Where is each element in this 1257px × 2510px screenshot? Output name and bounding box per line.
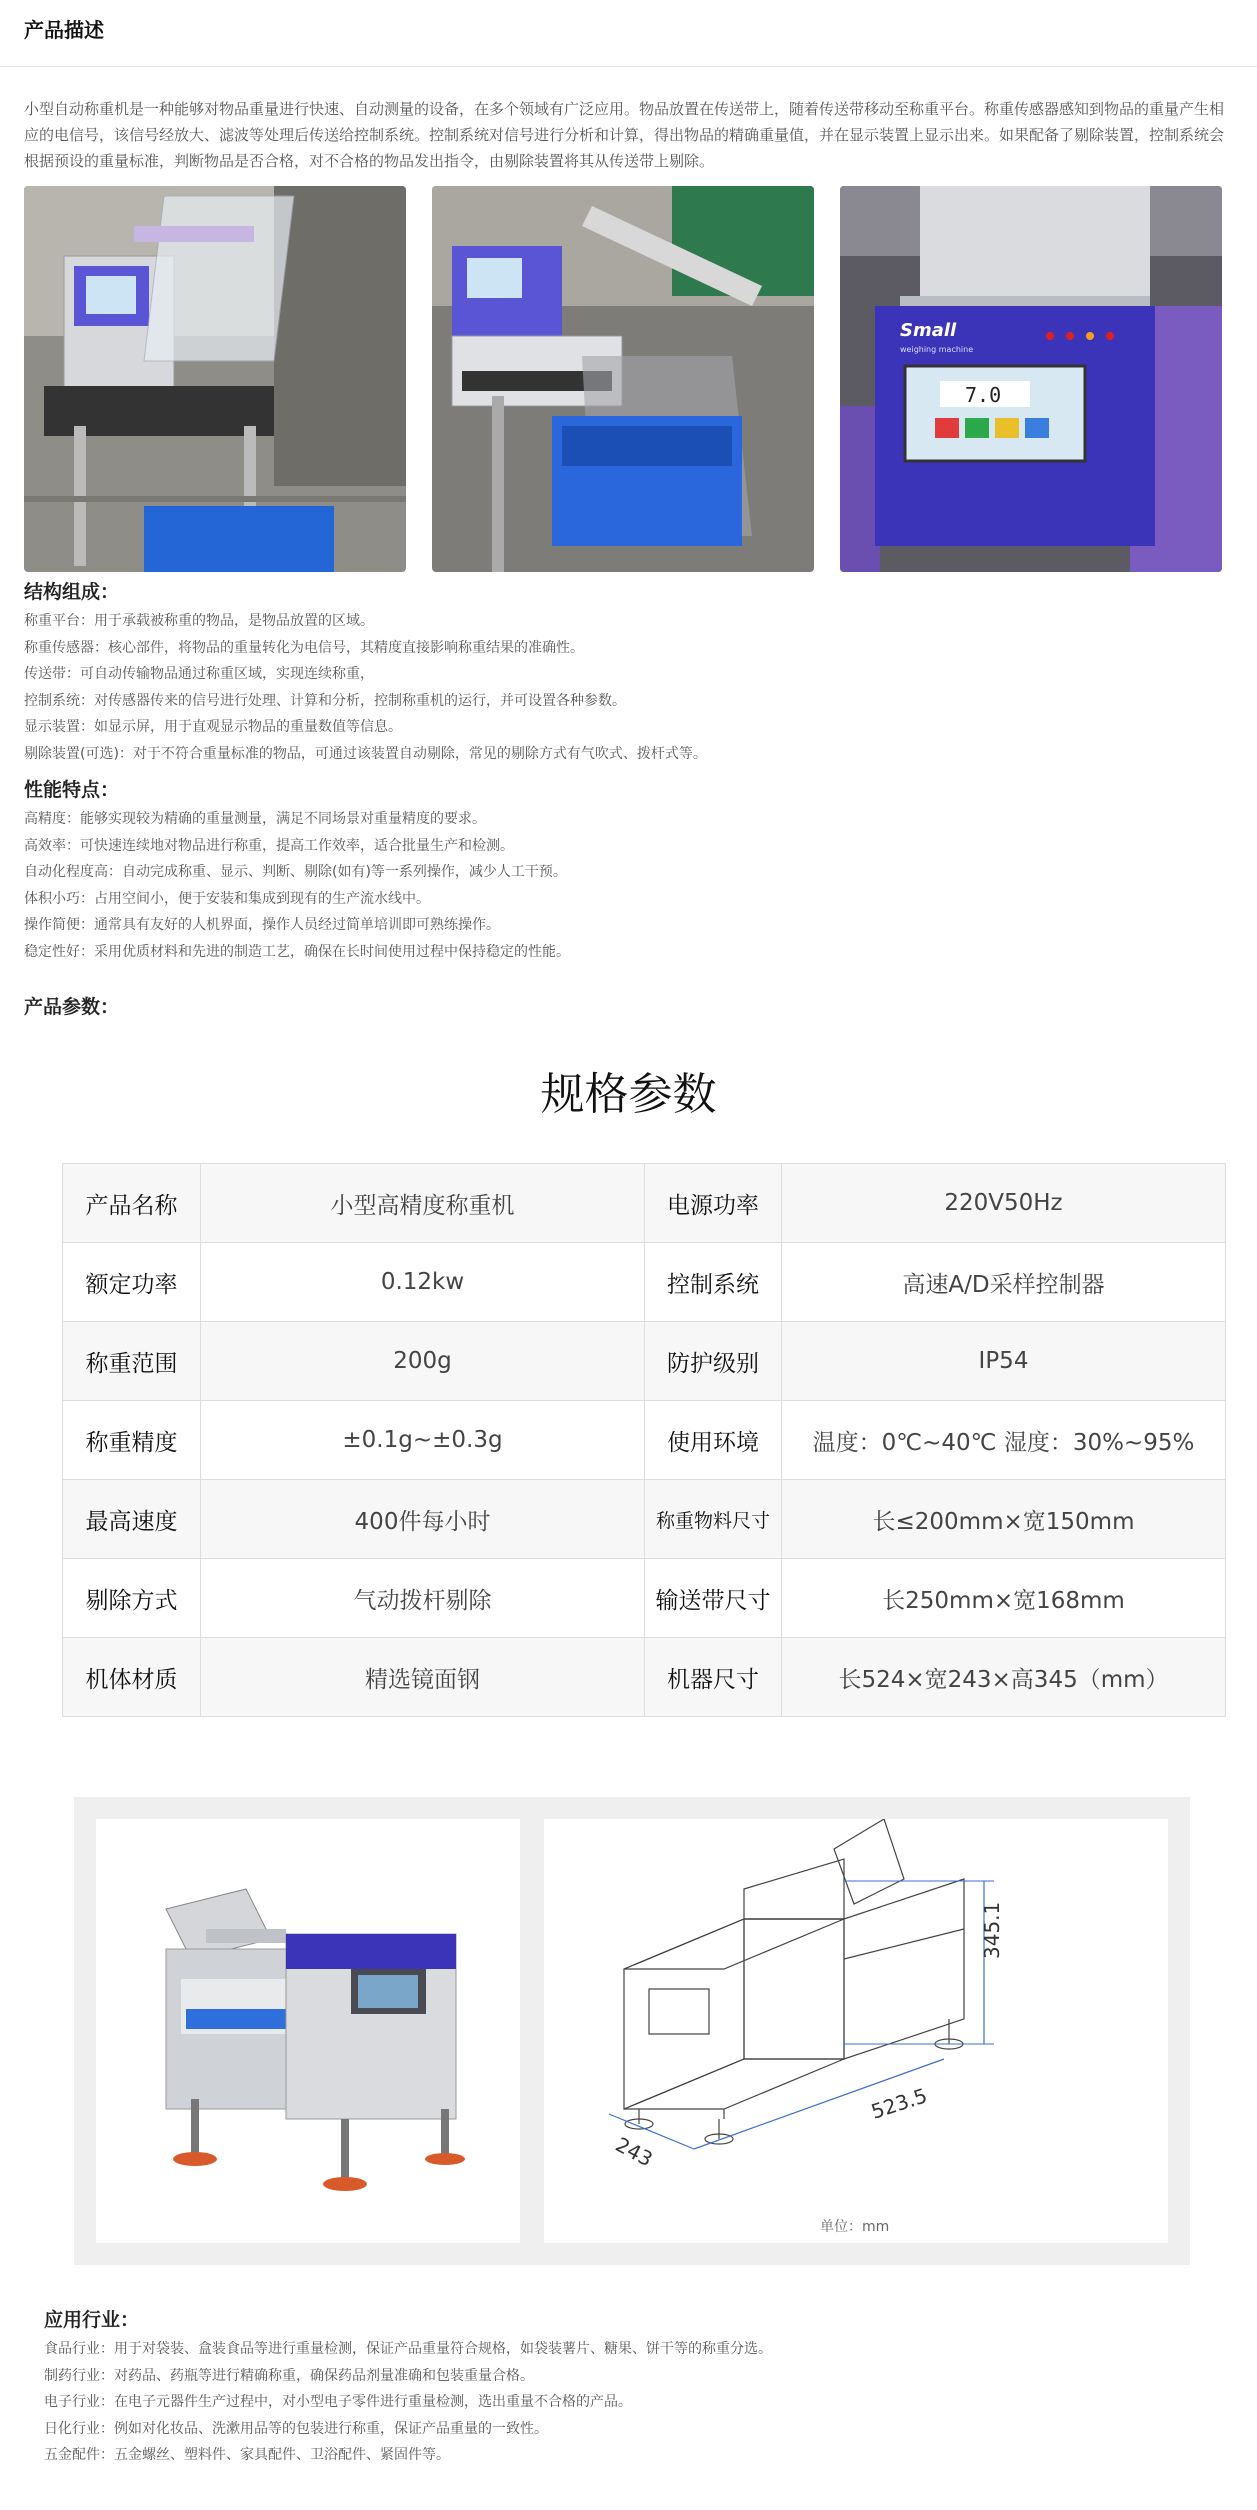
spec-value-cell: 400件每小时 bbox=[201, 1480, 645, 1559]
industry-line: 日化行业：例如对化妆品、洗漱用品等的包装进行称重，保证产品重量的一致性。 bbox=[44, 2420, 548, 2437]
product-photo-1[interactable] bbox=[24, 186, 406, 572]
dimension-width: 243 bbox=[611, 2132, 657, 2172]
spec-value-cell: 长250mm×宽168mm bbox=[782, 1559, 1226, 1638]
structure-title: 结构组成： bbox=[24, 581, 120, 603]
unit-note: 单位：mm bbox=[820, 2219, 890, 2235]
spec-row bbox=[63, 1243, 1226, 1322]
spec-table bbox=[62, 1163, 1226, 1717]
dimension-length: 523.5 bbox=[868, 2083, 931, 2124]
photo-brand-subtext: weighing machine bbox=[900, 345, 974, 354]
spec-key-cell: 机器尺寸 bbox=[645, 1638, 782, 1717]
machine-photo[interactable] bbox=[96, 1819, 520, 2243]
spec-row bbox=[63, 1322, 1226, 1401]
spec-row bbox=[63, 1638, 1226, 1717]
structure-section bbox=[24, 578, 707, 767]
spec-value-cell: 长524×宽243×高345（mm） bbox=[782, 1638, 1226, 1717]
industry-section bbox=[44, 2306, 772, 2469]
feature-line: 高效率：可快速连续地对物品进行称重，提高工作效率，适合批量生产和检测。 bbox=[24, 837, 514, 854]
industry-title: 应用行业： bbox=[44, 2309, 140, 2331]
spec-value-cell: IP54 bbox=[782, 1322, 1226, 1401]
params-title: 产品参数： bbox=[24, 996, 120, 1018]
dimension-drawing bbox=[544, 1819, 1168, 2243]
photo-brand-text: Small bbox=[900, 320, 957, 341]
spec-key-cell: 称重范围 bbox=[63, 1322, 201, 1401]
feature-line: 高精度：能够实现较为精确的重量测量，满足不同场景对重量精度的要求。 bbox=[24, 811, 486, 827]
spec-key-cell: 称重精度 bbox=[63, 1401, 201, 1480]
spec-row bbox=[63, 1164, 1226, 1243]
spec-key-cell: 剔除方式 bbox=[63, 1559, 201, 1638]
spec-key-cell: 额定功率 bbox=[63, 1243, 201, 1322]
structure-line: 显示装置：如显示屏，用于直观显示物品的重量数值等信息。 bbox=[24, 719, 402, 735]
spec-key-cell: 最高速度 bbox=[63, 1480, 201, 1559]
spec-key-cell: 输送带尺寸 bbox=[645, 1559, 782, 1638]
product-photo-2[interactable] bbox=[432, 186, 814, 572]
spec-value-cell: 温度：0℃~40℃ 湿度：30%~95% bbox=[782, 1401, 1226, 1480]
feature-line: 稳定性好：采用优质材料和先进的制造工艺，确保在长时间使用过程中保持稳定的性能。 bbox=[24, 943, 570, 960]
structure-line: 控制系统：对传感器传来的信号进行处理、计算和分析，控制称重机的运行，并可设置各种参数。 bbox=[24, 692, 626, 709]
spec-value-cell: ±0.1g~±0.3g bbox=[201, 1401, 645, 1480]
spec-value-cell: 小型高精度称重机 bbox=[201, 1164, 645, 1243]
spec-key-cell: 称重物料尺寸 bbox=[645, 1480, 782, 1559]
industry-line: 制药行业：对药品、药瓶等进行精确称重，确保药品剂量准确和包装重量合格。 bbox=[44, 2367, 534, 2384]
spec-value-cell: 0.12kw bbox=[201, 1243, 645, 1322]
feature-line: 自动化程度高：自动完成称重、显示、判断、剔除(如有)等一系列操作，减少人工干预。 bbox=[24, 864, 567, 880]
photo-gallery bbox=[24, 186, 1224, 572]
spec-key-cell: 使用环境 bbox=[645, 1401, 782, 1480]
spec-value-cell: 200g bbox=[201, 1322, 645, 1401]
product-photo-3[interactable] bbox=[840, 186, 1222, 572]
spec-value-cell: 高速A/D采样控制器 bbox=[782, 1243, 1226, 1322]
feature-line: 操作简便：通常具有友好的人机界面，操作人员经过简单培训即可熟练操作。 bbox=[24, 917, 500, 933]
spec-value-cell: 气动拨杆剔除 bbox=[201, 1559, 645, 1638]
product-intro: 小型自动称重机是一种能够对物品重量进行快速、自动测量的设备，在多个领域有广泛应用。物品放置在传送带上，随着传送带移动至称重平台。称重传感器感知到物品的重量产生相应的电信号，该信号经放大、滤波等处理后传送给控制系统。控制系统对信号进行分析和计算，得出物品的精确重量值，并在显示装置上显示出来。如果配备了剔除装置，控制系统会根据预设的重量标准，判断物品是否合格，对不合格的物品发出指令，由剔除装置将其从传送带上剔除。 bbox=[24, 100, 1225, 170]
section-title: 产品描述 bbox=[24, 18, 104, 42]
spec-value-cell: 精选镜面钢 bbox=[201, 1638, 645, 1717]
dimension-height: 345.1 bbox=[980, 1901, 1004, 1959]
features-section bbox=[24, 776, 570, 965]
spec-key-cell: 电源功率 bbox=[645, 1164, 782, 1243]
spec-key-cell: 防护级别 bbox=[645, 1322, 782, 1401]
structure-line: 称重平台：用于承载被称重的物品，是物品放置的区域。 bbox=[24, 613, 374, 629]
photo-display-reading: 7.0 bbox=[965, 383, 1002, 407]
spec-row bbox=[63, 1401, 1226, 1480]
features-title: 性能特点： bbox=[24, 779, 120, 801]
spec-key-cell: 产品名称 bbox=[63, 1164, 201, 1243]
structure-line: 称重传感器：核心部件，将物品的重量转化为电信号，其精度直接影响称重结果的准确性。 bbox=[24, 639, 584, 656]
spec-table-title: 规格参数 bbox=[540, 1069, 717, 1120]
spec-row bbox=[63, 1480, 1226, 1559]
spec-key-cell: 控制系统 bbox=[645, 1243, 782, 1322]
industry-line: 食品行业：用于对袋装、盒装食品等进行重量检测，保证产品重量符合规格，如袋装薯片、糖果、饼干等的称重分选。 bbox=[44, 2341, 772, 2357]
industry-line: 电子行业：在电子元器件生产过程中，对小型电子零件进行重量检测，选出重量不合格的产品。 bbox=[44, 2394, 632, 2410]
section-header bbox=[0, 0, 1257, 67]
spec-key-cell: 机体材质 bbox=[63, 1638, 201, 1717]
figure-panel bbox=[74, 1797, 1190, 2265]
industry-line: 五金配件：五金螺丝、塑料件、家具配件、卫浴配件、紧固件等。 bbox=[44, 2447, 450, 2463]
spec-value-cell: 长≤200mm×宽150mm bbox=[782, 1480, 1226, 1559]
feature-line: 体积小巧：占用空间小，便于安装和集成到现有的生产流水线中。 bbox=[24, 890, 430, 907]
structure-line: 传送带：可自动传输物品通过称重区域，实现连续称重， bbox=[24, 666, 374, 682]
spec-row bbox=[63, 1559, 1226, 1638]
structure-line: 剔除装置(可选)：对于不符合重量标准的物品，可通过该装置自动剔除，常见的剔除方式有气吹式、拨杆式等。 bbox=[24, 745, 707, 762]
spec-value-cell: 220V50Hz bbox=[782, 1164, 1226, 1243]
